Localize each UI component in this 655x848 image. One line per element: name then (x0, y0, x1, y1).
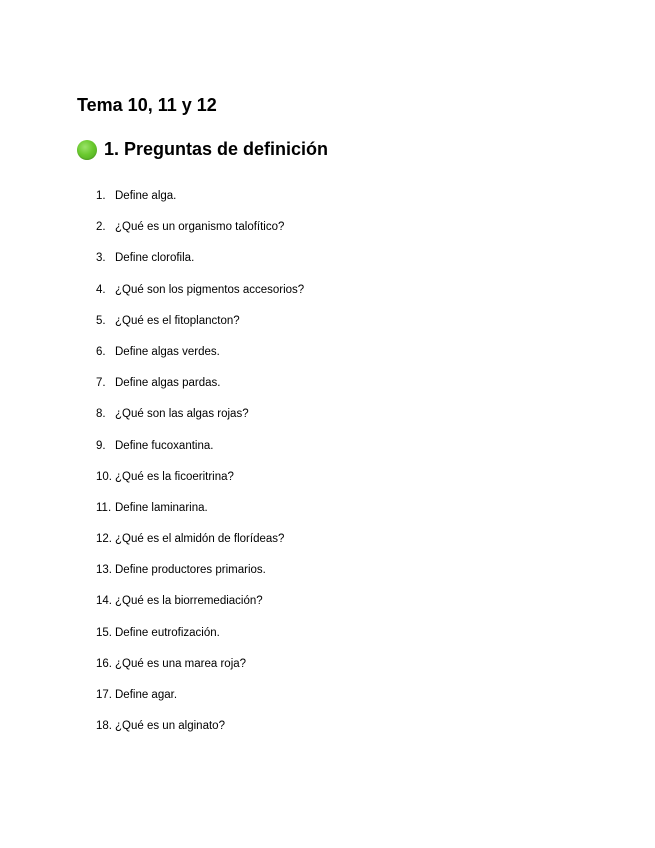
list-item-text: Define algas pardas. (115, 377, 221, 390)
page-title: Tema 10, 11 y 12 (77, 95, 217, 115)
list-item-text: Define clorofila. (115, 252, 195, 265)
list-item-text: ¿Qué es una marea roja? (115, 657, 247, 670)
list-item (0, 684, 655, 715)
list-item-text: ¿Qué son las algas rojas? (115, 408, 249, 421)
list-item-text: ¿Qué es un alginato? (115, 720, 225, 733)
list-item (0, 622, 655, 653)
list-item-text: ¿Qué es la ficoeritrina? (115, 470, 234, 483)
list-item-number: 8. (96, 408, 106, 421)
list-item-number: 3. (96, 252, 106, 265)
list-item-text: Define productores primarios. (115, 564, 266, 577)
list-item (0, 590, 655, 621)
list-item (0, 216, 655, 247)
list-item (0, 559, 655, 590)
list-item-number: 2. (96, 221, 106, 234)
list-item (0, 497, 655, 528)
list-item (0, 653, 655, 684)
list-item-number: 7. (96, 377, 106, 390)
list-item-number: 6. (96, 345, 106, 358)
list-item-number: 17. (96, 689, 112, 701)
list-item-number: 11. (96, 501, 112, 514)
list-item (0, 372, 655, 403)
list-item (0, 403, 655, 434)
list-item-text: ¿Qué es un organismo talofítico? (115, 221, 285, 234)
question-list (0, 185, 655, 746)
list-item-text: ¿Qué son los pigmentos accesorios? (115, 283, 305, 296)
list-item-number: 13. (96, 564, 112, 577)
section-heading-text: 1. Preguntas de definición (104, 139, 329, 159)
list-item (0, 185, 655, 216)
list-item-text: ¿Qué es la biorremediación? (115, 595, 263, 608)
list-item (0, 435, 655, 466)
list-item (0, 247, 655, 278)
list-item-text: ¿Qué es el almidón de florídeas? (115, 533, 285, 546)
list-item-number: 14. (96, 595, 112, 608)
section-heading (77, 139, 328, 160)
list-item (0, 310, 655, 341)
list-item-text: ¿Qué es el fitoplancton? (115, 314, 240, 327)
green-circle-icon (77, 140, 97, 160)
list-item (0, 715, 655, 746)
list-item-number: 12. (96, 533, 112, 546)
list-item-number: 10. (96, 470, 112, 483)
list-item-text: Define fucoxantina. (115, 439, 214, 452)
list-item-text: Define eutrofización. (115, 626, 220, 639)
list-item (0, 341, 655, 372)
list-item (0, 466, 655, 497)
list-item-text: Define alga. (115, 190, 177, 202)
list-item-number: 18. (96, 720, 112, 733)
list-item-text: Define algas verdes. (115, 345, 220, 358)
list-item-number: 5. (96, 314, 106, 327)
list-item-number: 9. (96, 439, 106, 452)
list-item-text: Define agar. (115, 689, 178, 701)
list-item-number: 1. (96, 190, 106, 202)
list-item-number: 15. (96, 626, 112, 639)
list-item-number: 4. (96, 283, 106, 296)
list-item-text: Define laminarina. (115, 501, 208, 514)
list-item (0, 279, 655, 310)
list-item (0, 528, 655, 559)
list-item-number: 16. (96, 657, 112, 670)
